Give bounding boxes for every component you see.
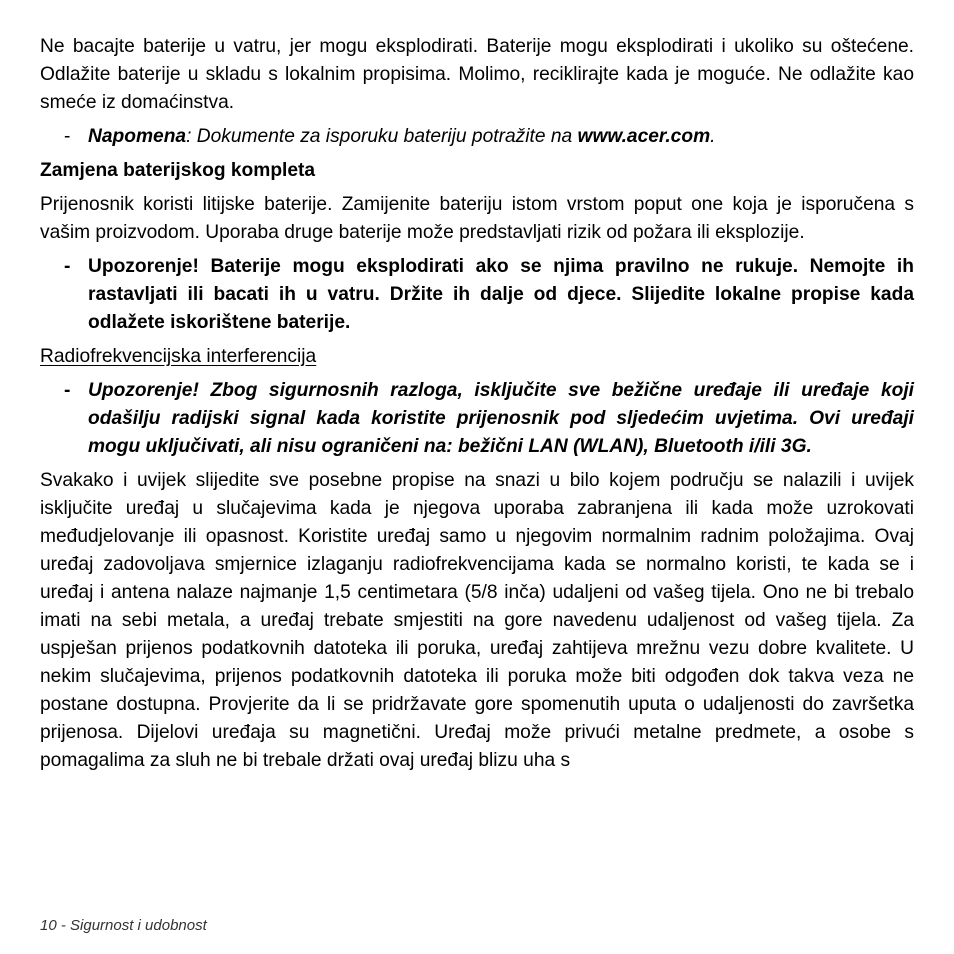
warning-dash: -: [64, 380, 71, 401]
note-label: Napomena: [88, 126, 187, 147]
warning-wireless-text: Upozorenje! Zbog sigurnosnih razloga, isključite sve bežične uređaje ili uređaje koji odašilju radijski signal kada koristite prijenosnik pod sljedećim uvjetima. Ovi uređaji mogu uključivati, ali nisu ograničeni na: bežični LAN (WLAN), Bluetooth i/ili 3G.: [88, 380, 914, 457]
paragraph-battery-disposal: Ne bacajte baterije u vatru, jer mogu eksplodirati. Baterije mogu eksplodirati i ukoliko su oštećene. Odlažite baterije u skladu s lokalnim propisima. Molimo, reciklirajte kada je moguće. Ne odlažite kao smeće iz domaćinstva.: [40, 36, 914, 113]
acer-link[interactable]: www.acer.com: [577, 126, 711, 147]
warning-dash: -: [64, 256, 71, 277]
paragraph-lithium-batteries: Prijenosnik koristi litijske baterije. Zamijenite bateriju istom vrstom poput one koja je isporučena s vašim proizvodom. Uporaba druge baterije može predstavljati rizik od požara ili eksplozije.: [40, 194, 914, 243]
page-content: [40, 33, 914, 781]
note-item: [40, 123, 914, 151]
heading-radio-text: Radiofrekvencijska interferencija: [40, 346, 317, 367]
note-dash: -: [64, 126, 71, 147]
warning-battery-text: Upozorenje! Baterije mogu eksplodirati ako se njima pravilno ne rukuje. Nemojte ih rastavljati ili bacati ih u vatru. Držite ih dalje od djece. Slijedite lokalne propise kada odlažete iskorištene baterije.: [88, 256, 914, 333]
heading-radio-interference: [40, 343, 914, 371]
warning-battery: [40, 253, 914, 337]
heading-battery-replacement: Zamjena baterijskog kompleta: [40, 160, 316, 181]
warning-wireless: [40, 377, 914, 461]
page-footer: 10 - Sigurnost i udobnost: [40, 917, 207, 934]
paragraph-regulations: Svakako i uvijek slijedite sve posebne propise na snazi u bilo kojem području se nalazili i uvijek isključite uređaj u slučajevima kada je njegova uporaba zabranjena ili kada može uzrokovati međudjelovanje ili opasnost. Koristite uređaj samo u njegovim normalnim radnim položajima. Ovaj uređaj zadovoljava smjernice izlaganju radiofrekvencijama kada se normalno koristi, te kada se i uređaj i antena nalaze najmanje 1,5 centimetara (5/8 inča) udaljeni od vašeg tijela. Ono ne bi trebalo imati na sebi metala, a uređaj trebate smjestiti na gore navedenu udaljenost od vašeg tijela. Za uspješan prijenos podatkovnih datoteka ili poruka, uređaj zahtijeva mrežnu vezu dobre kvalitete. U nekim slučajevima, prijenos podatkovnih datoteka ili poruka može biti odgođen dok takva veza ne postane dostupna. Provjerite da li se pridržavate gore spomenutih uputa o udaljenosti do završetka prijenosa. Dijelovi uređaja su magnetični. Uređaj može privući metalne predmete, a osobe s pomagalima za sluh ne bi trebale držati ovaj uređaj blizu uha s: [40, 470, 914, 771]
note-end: .: [710, 126, 716, 147]
note-text: : Dokumente za isporuku bateriju potražite na: [186, 126, 578, 147]
